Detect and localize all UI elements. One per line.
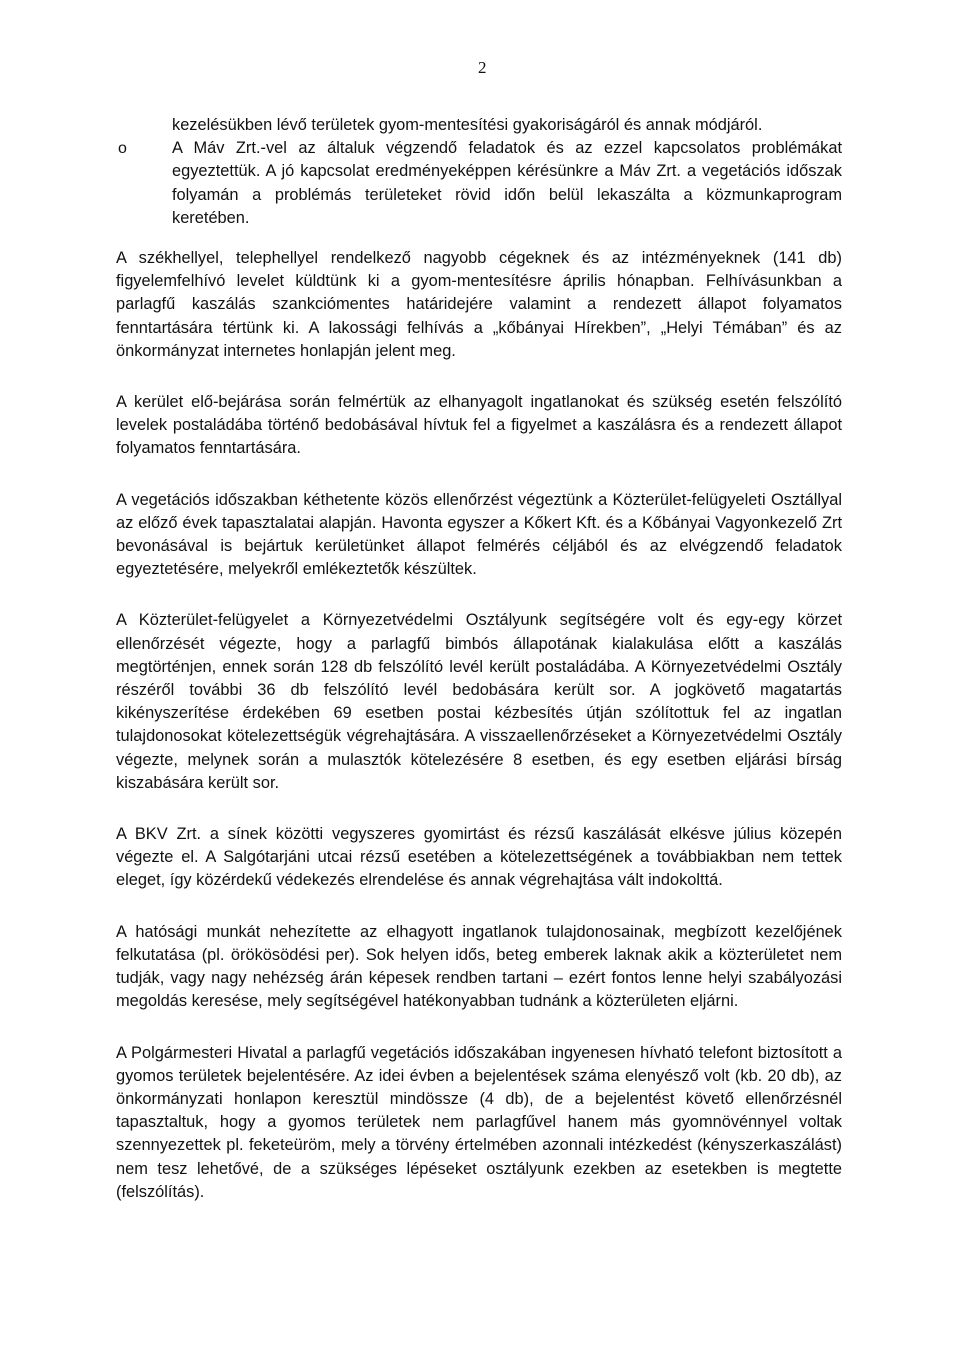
paragraph: A Polgármesteri Hivatal a parlagfű vegetációs időszakában ingyenesen hívható telefont biztosított a gyomos területek bejelentésére. Az idei évben a bejelentések száma elenyésző volt (kb. 20 db), az önkormányzati honlapon keresztül mindössze (4 db), de a bejelentést követő ellenőrzésnél tapasztaltuk, hogy a gyomos területek nem parlagfűvel hanem más gyomnövénnyel voltak szennyezettek pl. feketeüröm, mely a törvény értelmében azonnali intézkedést (kényszerkaszálást) nem tesz lehetővé, de a szükséges lépéseket osztályunk ezekben az esetekben is megtette (felszólítás). (116, 1043, 842, 1201)
paragraph: A kerület elő-bejárása során felmértük az elhanyagolt ingatlanokat és szükség esetén felszólító levelek postaládába történő bedobásával hívtuk fel a figyelmet a kaszálásra és a rendezett állapot folyamatos fenntartására. (116, 393, 842, 458)
bullet-list (118, 114, 842, 230)
list-item (118, 137, 842, 230)
paragraph: A székhellyel, telephellyel rendelkező nagyobb cégeknek és az intézményeknek (141 db) figyelemfelhívó levelet küldtünk ki a gyom-mentesítésre április hónapban. Felhívásunkban a parlagfű kaszálás szankciómentes határidejére valamint a rendezett állapot folyamatos fenntartására tértünk ki. A lakossági felhívás a „kőbányai Hírekben”, „Helyi Témában” és az önkormányzat internetes honlapján jelent meg. (116, 249, 842, 360)
paragraph: A vegetációs időszakban kéthetente közös ellenőrzést végeztünk a Közterület-felügyeleti Osztállyal az előző évek tapasztalatai alapján. Havonta egyszer a Kőkert Kft. és a Kőbányai Vagyonkezelő Zrt bevonásával is bejártuk kerületünket állapot felmérés céljából és az elvégzendő feladatok egyeztetésére, melyekről emlékeztetők készültek. (116, 490, 842, 579)
document-body (116, 114, 842, 1232)
bullet-marker: o (118, 140, 127, 158)
list-item (172, 114, 842, 137)
paragraph: A BKV Zrt. a sínek közötti vegyszeres gyomirtást és rézsű kaszálását elkésve július közepén végezte el. A Salgótarjáni utcai rézsű esetében a kötelezettségének a továbbiakban nem tettek eleget, így közérdekű védekezés elrendelése és annak végrehajtása vált indokolttá. (116, 825, 842, 890)
paragraph: A Közterület-felügyelet a Környezetvédelmi Osztályunk segítségére volt és egy-egy körzet ellenőrzését végezte, hogy a parlagfű bimbós állapotának kialakulása előtt a kaszálás megtörténjen, ennek során 128 db felszólító levél került postaládába. A Környezetvédelmi Osztály részéről további 36 db felszólító levél bedobására került sor. A jogkövető magatartás kikényszerítése érdekében 69 esetben postai kézbesítés útján szólítottuk fel az ingatlan tulajdonosokat kötelezettségük végrehajtására. A visszaellenőrzéseket a Környezetvédelmi Osztály végezte, melynek során a mulasztók kötelezésére 8 esetben, és egy esetben eljárási bírság kiszabására került sor. (116, 611, 842, 792)
paragraph: A hatósági munkát nehezítette az elhagyott ingatlanok tulajdonosainak, megbízott kezelőjének felkutatása (pl. örökösödési per). Sok helyen idős, beteg emberek laknak akik a közterületet nem tudják, vagy nagy nehézség árán képesek rendben tartani – ezért fontos lenne helyi szabályozási megoldás keresése, mely segítségével hatékonyabban tudnánk a közterületen eljárni. (116, 922, 842, 1011)
list-item-text: kezelésükben lévő területek gyom-mentesítési gyakoriságáról és annak módjáról. (172, 116, 763, 134)
page-number: 2 (478, 58, 487, 77)
list-item-text: A Máv Zrt.-vel az általuk végzendő feladatok és az ezzel kapcsolatos problémákat egyeztettük. A jó kapcsolat eredményeképpen kérésünkre a Máv Zrt. a vegetációs időszak folyamán a problémás területeket rövid időn belül lekaszálta a közmunkaprogram keretében. (172, 139, 842, 227)
